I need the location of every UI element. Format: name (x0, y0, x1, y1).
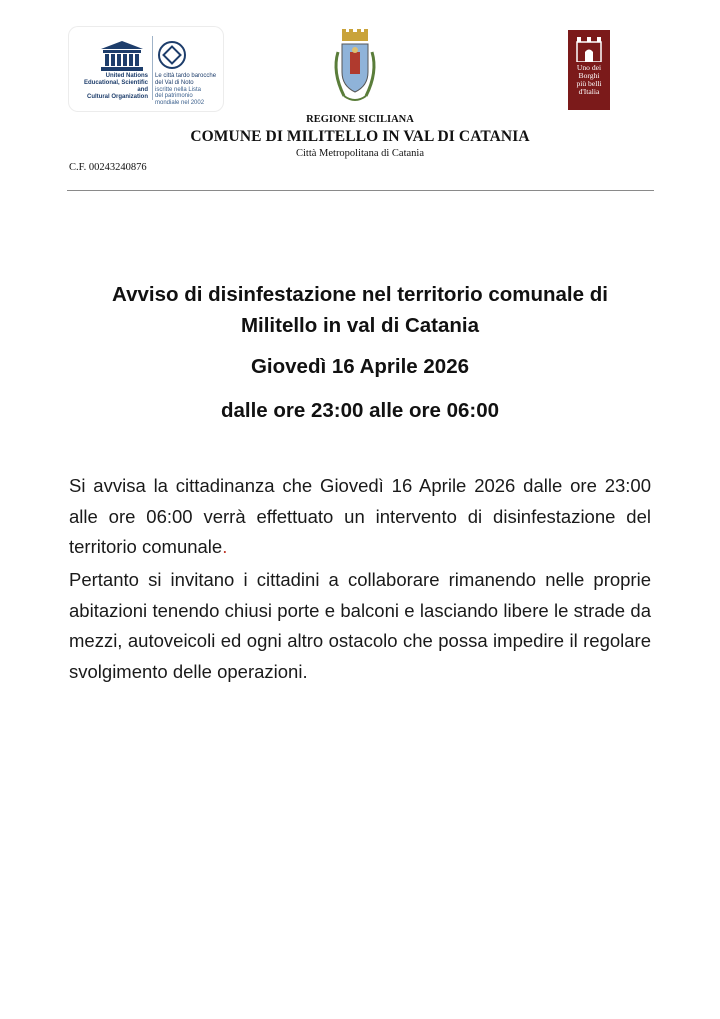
unesco-divider (152, 36, 153, 100)
header-divider (67, 190, 654, 191)
metropolitan-city-name: Città Metropolitana di Catania (295, 148, 424, 159)
unesco-org-name: United Nations Educational, Scientific and Cultural Organization (83, 73, 148, 100)
notice-paragraph-1 (69, 471, 651, 563)
notice-title-line-2: Militello in val di Catania (240, 314, 480, 337)
municipal-crest-icon (328, 28, 382, 108)
fiscal-code: C.F. 00243240876 (69, 162, 147, 173)
paragraph-1-text: Si avvisa la cittadinanza che Giovedì 16 Aprile 2026 dalle ore 23:00 alle ore 06:00 verrà effettuato un intervento di disinfestazione del territorio comunale (69, 475, 651, 557)
borghi-piu-belli-logo: Uno dei Borghi più belli d'Italia (568, 30, 610, 110)
paragraph-1-period: . (222, 536, 228, 557)
notice-title-line-1: Avviso di disinfestazione nel territorio comunale di (112, 283, 608, 306)
unesco-temple-icon (100, 40, 144, 72)
region-name: REGIONE SICILIANA (306, 114, 414, 125)
notice-paragraph-2: Pertanto si invitano i cittadini a collaborare rimanendo nelle proprie abitazioni tenendo chiusi porte e balconi e lasciando libere le strade da mezzi, autoveicoli ed ogni altro ostacolo che possa impedire il regolare svolgimento delle operazioni. (69, 569, 651, 682)
notice-time-range: dalle ore 23:00 alle ore 06:00 (220, 399, 500, 422)
world-heritage-caption: Le città tardo barocche del Val di Noto iscritte nella Lista del patrimonio mondiale nel 2002 (155, 73, 217, 107)
castle-icon (574, 34, 604, 62)
notice-date: Giovedì 16 Aprile 2026 (250, 355, 469, 378)
municipality-name: COMUNE DI MILITELLO IN VAL DI CATANIA (190, 128, 530, 145)
world-heritage-emblem-icon (157, 40, 187, 70)
notice-title (60, 279, 660, 341)
unesco-logo (68, 26, 224, 112)
